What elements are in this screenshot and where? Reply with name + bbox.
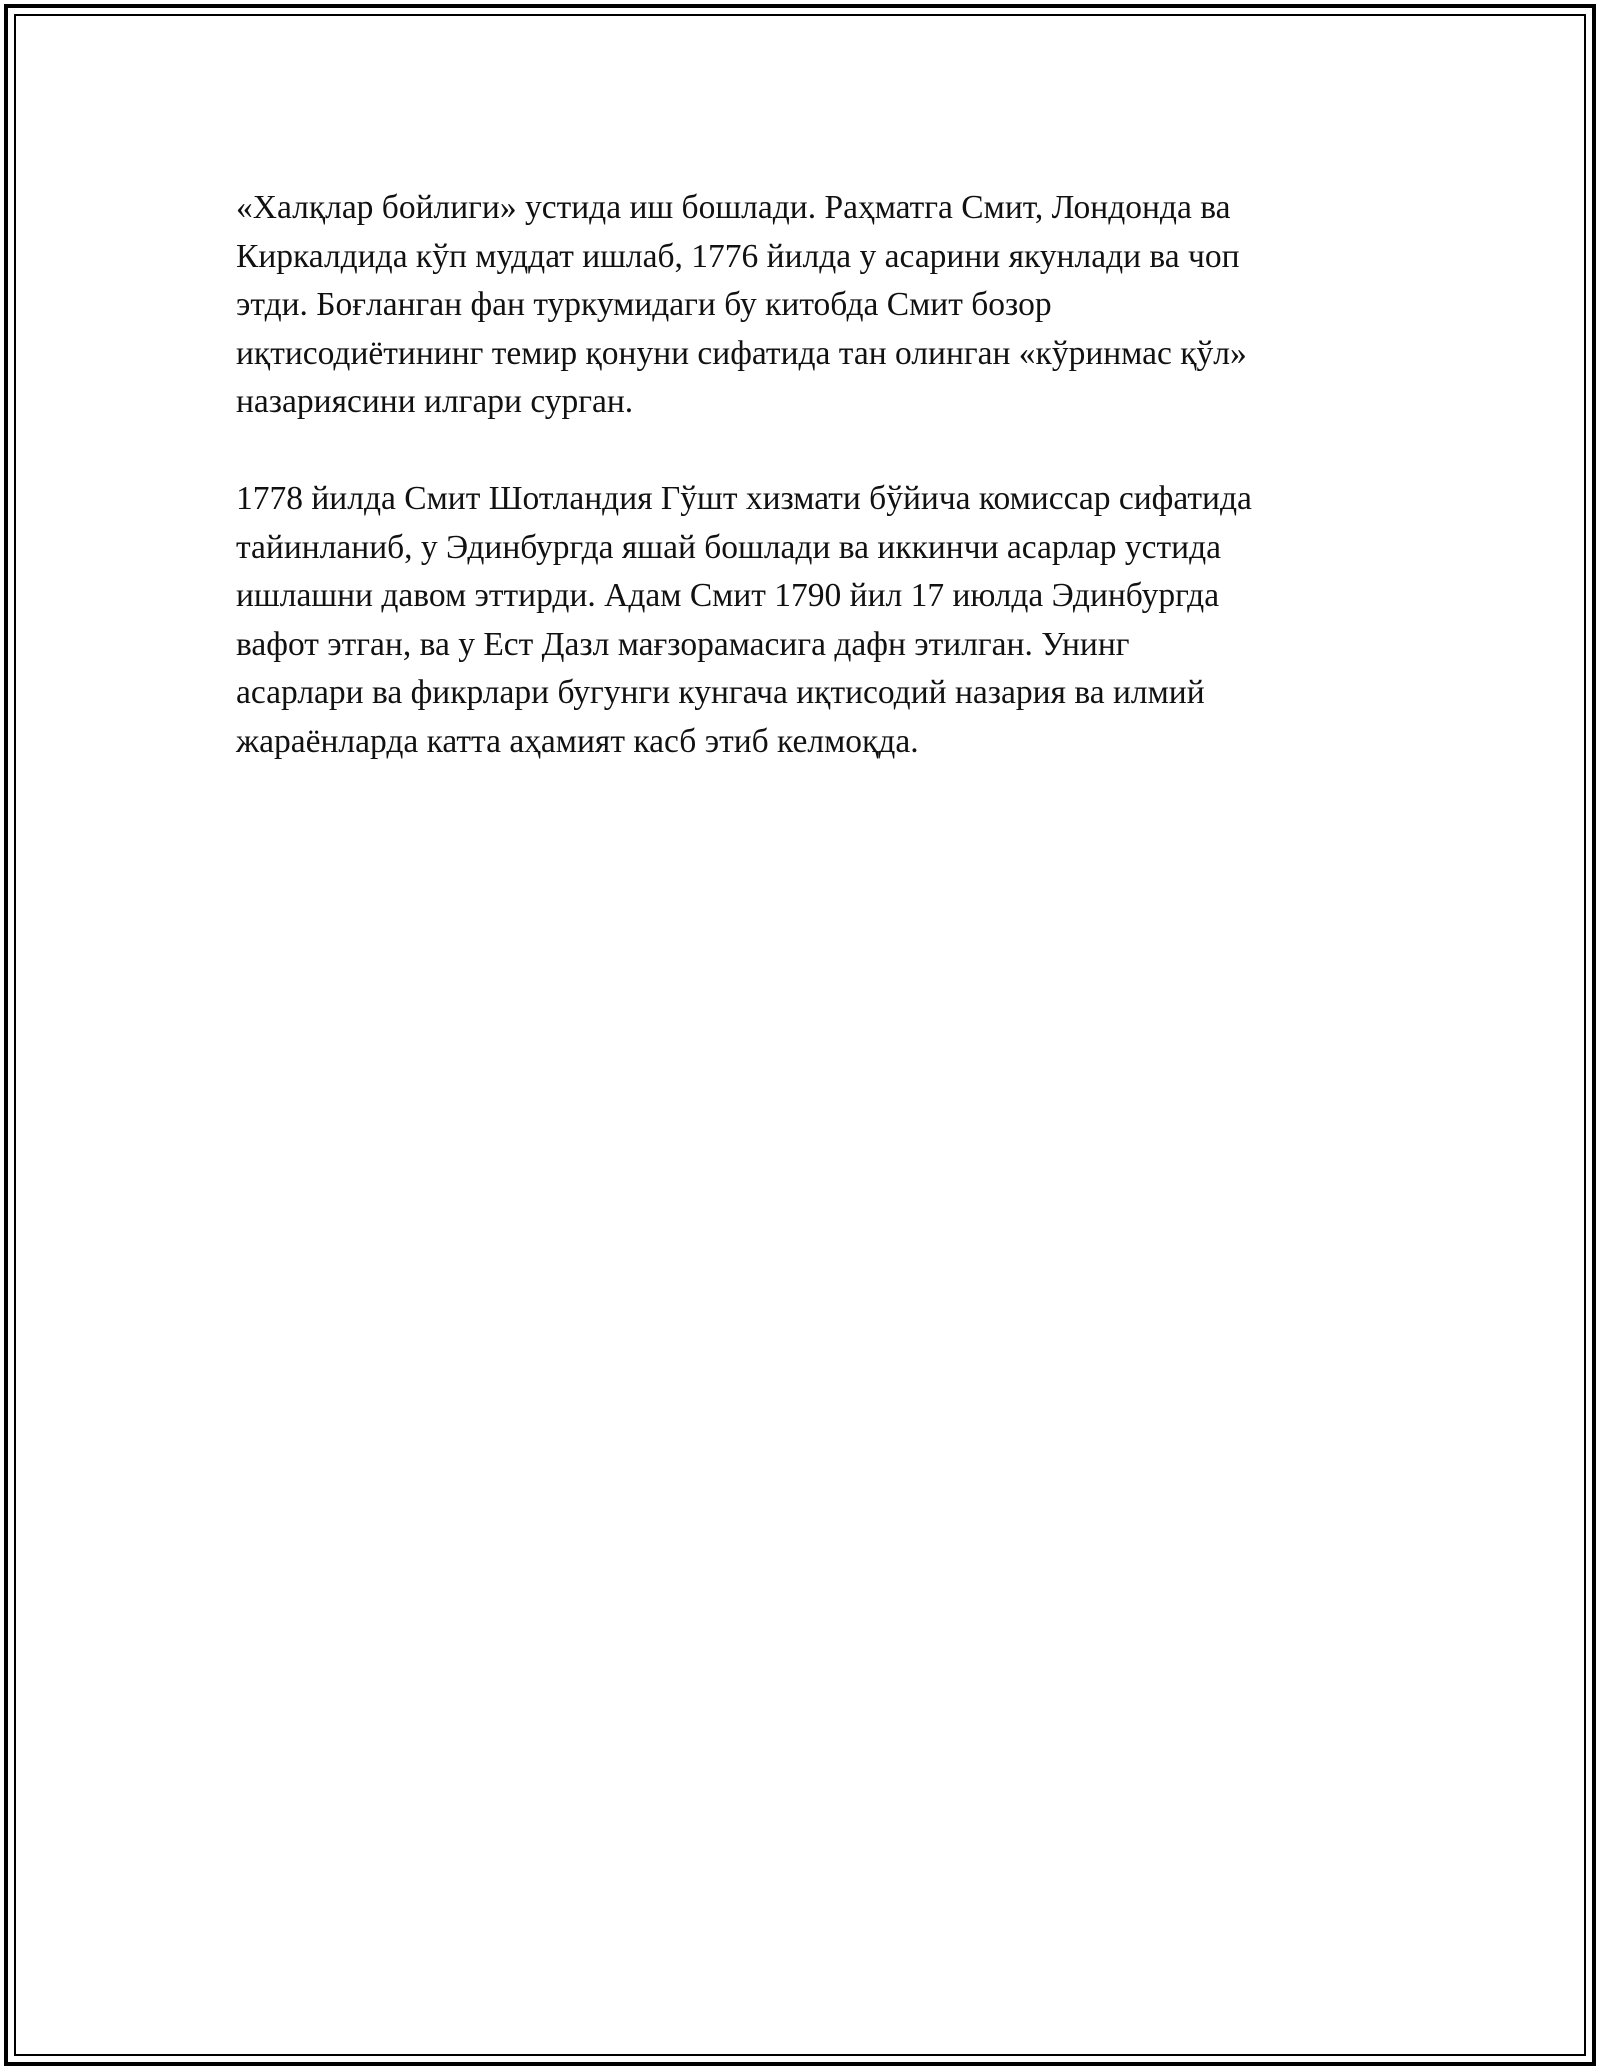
document-body bbox=[236, 184, 1366, 815]
paragraph-2: 1778 йилда Смит Шотландия Гўшт хизмати бўйича комиссар сифатида тайинланиб, у Эдинбургда яшай бошлади ва иккинчи асарлар устида ишлашни давом эттирди. Адам Смит 1790 йил 17 июлда Эдинбургда вафот этган, ва у Ест Дазл мағзорамасига дафн этилган. Унинг асарлари ва фикрлари бугунги кунгача иқтисодий назария ва илмий жараёнларда катта аҳамият касб этиб келмоқда. bbox=[236, 480, 1252, 760]
paragraph-1: «Халқлар бойлиги» устида иш бошлади. Раҳматга Смит, Лондонда ва Киркалдида кўп муддат ишлаб, 1776 йилда у асарини якунлади ва чоп этди. Боғланган фан туркумидаги бу китобда Смит бозор иқтисодиётининг темир қонуни сифатида тан олинган «кўринмас қўл» назариясини илгари сурган. bbox=[236, 189, 1247, 420]
